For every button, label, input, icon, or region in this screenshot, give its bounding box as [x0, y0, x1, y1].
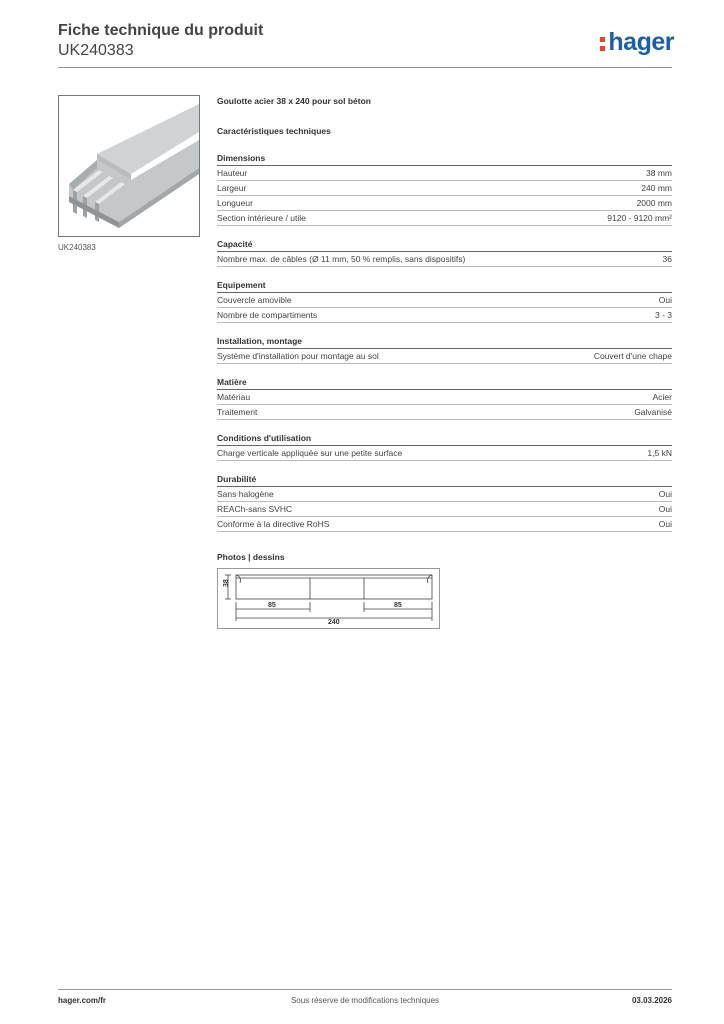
document-header: [58, 21, 263, 61]
section-title: Equipement: [217, 277, 672, 293]
footer-website: hager.com/fr: [58, 996, 107, 1005]
spec-value: 3 - 3: [654, 310, 672, 320]
spec-value: Galvanisé: [634, 407, 672, 417]
logo-dots-icon: [600, 35, 605, 51]
section-installation: [217, 333, 672, 364]
spec-row: [217, 252, 672, 267]
section-material: [217, 374, 672, 420]
dim-height-label: 38: [223, 579, 230, 587]
dim-total-label: 240: [328, 619, 340, 626]
section-equipment: [217, 277, 672, 323]
spec-row: [217, 211, 672, 226]
section-title: Installation, montage: [217, 333, 672, 349]
spec-value: Oui: [658, 504, 672, 514]
spec-row: [217, 446, 672, 461]
section-title: Conditions d'utilisation: [217, 430, 672, 446]
product-name: Goulotte acier 38 x 240 pour sol béton: [217, 96, 371, 106]
section-title: Matière: [217, 374, 672, 390]
spec-label: Charge verticale appliquée sur une petite surface: [217, 448, 403, 458]
spec-row: [217, 308, 672, 323]
spec-row: [217, 517, 672, 532]
spec-label: Sans halogène: [217, 489, 274, 499]
spec-value: 2000 mm: [636, 198, 672, 208]
technical-sheet: [217, 96, 672, 629]
spec-label: Nombre de compartiments: [217, 310, 318, 320]
characteristics-title: Caractéristiques techniques: [217, 126, 331, 136]
spec-value: Couvert d'une chape: [593, 351, 672, 361]
spec-row: [217, 405, 672, 420]
hager-logo: [600, 28, 674, 57]
spec-value: 38 mm: [646, 168, 672, 178]
spec-value: Oui: [658, 489, 672, 499]
spec-label: Hauteur: [217, 168, 248, 178]
spec-row: [217, 502, 672, 517]
spec-label: Système d'installation pour montage au sol: [217, 351, 379, 361]
spec-row: [217, 390, 672, 405]
footer-notice: Sous réserve de modifications techniques: [290, 996, 440, 1005]
spec-value: 9120 - 9120 mm²: [607, 213, 672, 223]
spec-value: 36: [662, 254, 672, 264]
spec-row: [217, 196, 672, 211]
cable-trunking-photo-icon: [59, 96, 199, 236]
spec-row: [217, 487, 672, 502]
spec-row: [217, 349, 672, 364]
section-title: Dimensions: [217, 150, 672, 166]
dim-right-label: 85: [394, 602, 402, 609]
product-photo: [58, 95, 200, 237]
section-capacity: [217, 236, 672, 267]
document-title: Fiche technique du produit: [58, 22, 264, 39]
spec-label: REACh-sans SVHC: [217, 504, 293, 514]
spec-row: [217, 293, 672, 308]
spec-label: Nombre max. de câbles (Ø 11 mm, 50 % remplis, sans dispositifs): [217, 254, 466, 264]
footer-divider: [58, 989, 672, 990]
section-title: Capacité: [217, 236, 672, 252]
cross-section-drawing-icon: [218, 569, 439, 628]
spec-value: Oui: [658, 519, 672, 529]
spec-row: [217, 181, 672, 196]
spec-value: Acier: [652, 392, 672, 402]
technical-drawing: [217, 568, 440, 629]
photo-caption: UK240383: [58, 243, 96, 252]
spec-value: 1,5 kN: [647, 448, 672, 458]
spec-label: Matériau: [217, 392, 251, 402]
section-conditions: [217, 430, 672, 461]
drawings-title: Photos | dessins: [217, 552, 285, 562]
spec-value: Oui: [658, 295, 672, 305]
section-title: Durabilité: [217, 471, 672, 487]
logo-text: hager: [608, 28, 674, 56]
spec-label: Conforme à la directive RoHS: [217, 519, 330, 529]
spec-label: Largeur: [217, 183, 247, 193]
spec-value: 240 mm: [641, 183, 672, 193]
spec-label: Section intérieure / utile: [217, 213, 306, 223]
spec-row: [217, 166, 672, 181]
dim-left-label: 85: [268, 602, 276, 609]
spec-label: Longueur: [217, 198, 253, 208]
spec-label: Couvercle amovible: [217, 295, 292, 305]
spec-label: Traitement: [217, 407, 258, 417]
footer-date: 03.03.2026: [631, 996, 672, 1005]
section-durability: [217, 471, 672, 532]
section-dimensions: [217, 150, 672, 226]
header-divider: [58, 67, 672, 68]
product-reference: UK240383: [58, 42, 134, 59]
